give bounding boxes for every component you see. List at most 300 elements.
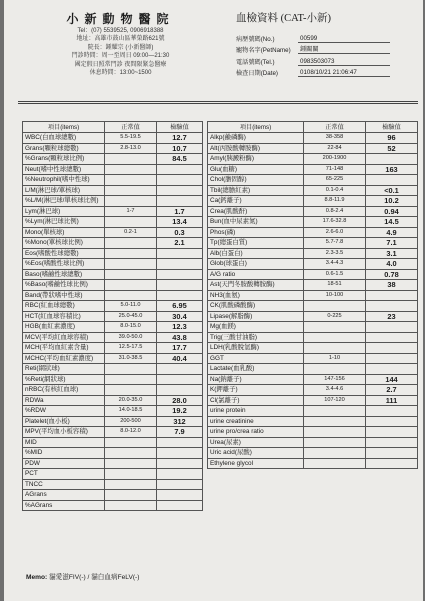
table-row (208, 458, 418, 469)
table-row (23, 353, 203, 364)
field-value: 0983503073 (298, 58, 390, 66)
item-name: Alb(白蛋白) (208, 248, 304, 259)
reference-range (105, 185, 157, 196)
table-row (23, 227, 203, 238)
table-row (23, 479, 203, 490)
table-row (208, 175, 418, 186)
table-row (208, 280, 418, 291)
item-name: MID (23, 437, 105, 448)
item-name: Trig(三酸甘油脂) (208, 332, 304, 343)
table-row (208, 227, 418, 238)
item-name: Baso(嗜鹼性球總數) (23, 269, 105, 280)
item-name: MPV(平均血小板容積) (23, 427, 105, 438)
table-row (208, 154, 418, 165)
result-value (157, 448, 203, 459)
result-value (366, 301, 418, 312)
item-name: Tp(總蛋白質) (208, 238, 304, 249)
chemistry-rows (208, 133, 418, 469)
reference-range (304, 416, 366, 427)
result-value: 4.0 (366, 259, 418, 270)
item-name: Eos(嗜酸性球總數) (23, 248, 105, 259)
item-name: nRBC(有核紅血球) (23, 385, 105, 396)
reference-range (304, 437, 366, 448)
result-value (366, 437, 418, 448)
result-value: 0.3 (157, 227, 203, 238)
table-row (23, 154, 203, 165)
col-value-header: 檢驗值 (157, 122, 203, 133)
result-value: 7.9 (157, 427, 203, 438)
table-row (208, 385, 418, 396)
item-name: urine pro/crea ratio (208, 427, 304, 438)
table-row (23, 385, 203, 396)
result-value: 96 (366, 133, 418, 144)
reference-range (105, 290, 157, 301)
result-value (157, 175, 203, 186)
reference-range (105, 248, 157, 259)
result-value: 84.5 (157, 154, 203, 165)
table-row (208, 427, 418, 438)
item-name: PCT (23, 469, 105, 480)
reference-range: 200-1900 (304, 154, 366, 165)
item-name: HGB(血紅素濃度) (23, 322, 105, 333)
reference-range: 0.2-1 (105, 227, 157, 238)
item-name: %Neutrophil(嗜中性球) (23, 175, 105, 186)
reference-range: 0.8-2.4 (304, 206, 366, 217)
table-row (208, 164, 418, 175)
table-row (23, 217, 203, 228)
result-value (157, 490, 203, 501)
item-name: GGT (208, 353, 304, 364)
field-label: 電話號碼(Tel.) (236, 58, 275, 66)
reference-range (105, 448, 157, 459)
table-row (23, 206, 203, 217)
reference-range: 3.4-4.3 (304, 259, 366, 270)
item-name: PDW (23, 458, 105, 469)
col-item-header: 項目(items) (208, 122, 304, 133)
table-row (23, 248, 203, 259)
item-name: %AGrans (23, 500, 105, 511)
reference-range (105, 500, 157, 511)
reference-range (304, 448, 366, 459)
reference-range (105, 175, 157, 186)
table-header-row (208, 122, 418, 133)
item-name: CK(肌酸磷酸酶) (208, 301, 304, 312)
table-row (208, 238, 418, 249)
result-value (157, 280, 203, 291)
result-value (157, 500, 203, 511)
item-name: RDWa (23, 395, 105, 406)
table-row (208, 322, 418, 333)
table-row (23, 395, 203, 406)
field-label: 寵物名字(PetName) (236, 47, 291, 54)
table-row (208, 364, 418, 375)
reference-range: 200-500 (105, 416, 157, 427)
result-value (157, 437, 203, 448)
item-name: K(鉀離子) (208, 385, 304, 396)
reference-range (105, 238, 157, 249)
result-value (366, 175, 418, 186)
result-value: 1.7 (157, 206, 203, 217)
table-row (23, 269, 203, 280)
field-label: 檢查日期(Date) (236, 70, 278, 77)
result-value (366, 322, 418, 333)
result-value: 6.95 (157, 301, 203, 312)
reference-range (304, 322, 366, 333)
field-value: 鍾關關 (298, 44, 390, 54)
table-row (208, 290, 418, 301)
result-value (157, 259, 203, 270)
item-name: urine creatinine (208, 416, 304, 427)
table-row (23, 427, 203, 438)
item-name: Ethylene glycol (208, 458, 304, 469)
item-name: NH3(血氨) (208, 290, 304, 301)
record-title: 血檢資料 (CAT-小新) (236, 13, 331, 24)
reference-range: 2.6-6.0 (304, 227, 366, 238)
item-name: Lipase(解脂酶) (208, 311, 304, 322)
table-row (23, 448, 203, 459)
reference-range: 3.4-4.6 (304, 385, 366, 396)
item-name: Amyl(胰澱粉酶) (208, 154, 304, 165)
item-name: AGrans (23, 490, 105, 501)
result-value (157, 269, 203, 280)
table-row (23, 322, 203, 333)
reference-range (105, 364, 157, 375)
item-name: A/G ratio (208, 269, 304, 280)
memo-label: Memo: (26, 574, 48, 581)
reference-range: 65-225 (304, 175, 366, 186)
table-row (208, 185, 418, 196)
reference-range: 2.3-3.5 (304, 248, 366, 259)
clinic-phone: Tel：(07) 5539525, 0906918388 (77, 28, 164, 34)
result-value (157, 479, 203, 490)
result-value: 12.7 (157, 133, 203, 144)
item-name: TNCC (23, 479, 105, 490)
reference-range (105, 280, 157, 291)
table-row (23, 343, 203, 354)
table-row (23, 500, 203, 511)
reference-range (105, 469, 157, 480)
result-value: 2.1 (157, 238, 203, 249)
table-row (208, 269, 418, 280)
item-name: Bun(血中尿素氮) (208, 217, 304, 228)
clinic-doctor: 院長：鍾耀宗 (小新醫師) (87, 44, 154, 51)
result-value: 0.94 (366, 206, 418, 217)
table-row (208, 437, 418, 448)
result-value: <0.1 (366, 185, 418, 196)
table-row (23, 406, 203, 417)
result-value: 163 (366, 164, 418, 175)
reference-range: 5.5-19.5 (105, 133, 157, 144)
item-name: Na(鈉離子) (208, 374, 304, 385)
reference-range (105, 196, 157, 207)
reference-range: 17.6-32.8 (304, 217, 366, 228)
reference-range (304, 364, 366, 375)
result-value (366, 353, 418, 364)
reference-range (105, 259, 157, 270)
result-value (157, 374, 203, 385)
col-ref-header: 正常值 (304, 122, 366, 133)
reference-range: 8.8-11.9 (304, 196, 366, 207)
reference-range (304, 406, 366, 417)
result-value: 40.4 (157, 353, 203, 364)
reference-range (105, 164, 157, 175)
item-name: Cl(氯離子) (208, 395, 304, 406)
item-name: Alkp(鹼磷酶) (208, 133, 304, 144)
item-name: Lactate(血乳酸) (208, 364, 304, 375)
reference-range: 107-120 (304, 395, 366, 406)
result-value (157, 469, 203, 480)
table-row (208, 133, 418, 144)
result-value (366, 290, 418, 301)
result-value (157, 458, 203, 469)
table-row (23, 290, 203, 301)
reference-range: 71-148 (304, 164, 366, 175)
reference-range: 38-358 (304, 133, 366, 144)
clinic-notice: 國定假日照常門診 夜間限緊急醫療 (74, 61, 167, 68)
table-row (208, 406, 418, 417)
result-value: 17.7 (157, 343, 203, 354)
item-name: %Mono(單核球比例) (23, 238, 105, 249)
reference-range (304, 332, 366, 343)
col-value-header: 檢驗值 (366, 122, 418, 133)
reference-range (105, 374, 157, 385)
item-name: Reti(網狀球) (23, 364, 105, 375)
item-name: Band(帶狀嗜中性球) (23, 290, 105, 301)
reference-range: 0-225 (304, 311, 366, 322)
reference-range (105, 479, 157, 490)
reference-range: 14.0-18.5 (105, 406, 157, 417)
result-value: 52 (366, 143, 418, 154)
reference-range (304, 427, 366, 438)
reference-range: 147-156 (304, 374, 366, 385)
item-name: MCH(平均血紅素含量) (23, 343, 105, 354)
result-value (157, 290, 203, 301)
result-value (366, 343, 418, 354)
item-name: Crea(肌酸酐) (208, 206, 304, 217)
result-value: 10.7 (157, 143, 203, 154)
result-value: 38 (366, 280, 418, 291)
table-row (23, 374, 203, 385)
table-row (23, 259, 203, 270)
item-name: %L/M(淋巴球/單核球比例) (23, 196, 105, 207)
item-name: Neut(嗜中性球總數) (23, 164, 105, 175)
result-value: 111 (366, 395, 418, 406)
item-name: Uric acid(尿酸) (208, 448, 304, 459)
reference-range: 18-51 (304, 280, 366, 291)
item-name: Urea(尿素) (208, 437, 304, 448)
result-value (366, 448, 418, 459)
result-value: 3.1 (366, 248, 418, 259)
reference-range: 2.8-13.0 (105, 143, 157, 154)
item-name: Mono(單核球) (23, 227, 105, 238)
reference-range (304, 301, 366, 312)
reference-range (105, 154, 157, 165)
col-item-header: 項目(items) (23, 122, 105, 133)
clinic-header (38, 10, 203, 77)
result-value: 2.7 (366, 385, 418, 396)
clinic-hours: 門診時間：周一至周日 09:00—21:30 (71, 53, 170, 60)
item-name: Tbil(總膽紅素) (208, 185, 304, 196)
item-name: Mg(血鎂) (208, 322, 304, 333)
clinic-name: 小新動物醫院 (66, 12, 175, 26)
reference-range: 12.5-17.5 (105, 343, 157, 354)
table-row (208, 448, 418, 459)
reference-range: 0.6-1.5 (304, 269, 366, 280)
result-value (157, 248, 203, 259)
item-name: Glu(血糖) (208, 164, 304, 175)
result-value: 19.2 (157, 406, 203, 417)
item-name: MCHC(平均血紅素濃度) (23, 353, 105, 364)
reference-range: 1-7 (105, 206, 157, 217)
reference-range: 8.0-12.0 (105, 427, 157, 438)
table-row (23, 133, 203, 144)
table-row (208, 416, 418, 427)
item-name: %Grans(顆粒球比例) (23, 154, 105, 165)
result-value: 4.9 (366, 227, 418, 238)
result-value (157, 385, 203, 396)
table-row (23, 332, 203, 343)
reference-range (304, 343, 366, 354)
table-row (23, 458, 203, 469)
reference-range: 22-84 (304, 143, 366, 154)
item-name: Ca(鈣離子) (208, 196, 304, 207)
result-value (366, 416, 418, 427)
col-ref-header: 正常值 (105, 122, 157, 133)
result-value (366, 458, 418, 469)
reference-range: 5.0-11.0 (105, 301, 157, 312)
item-name: L/M(淋巴球/單核球) (23, 185, 105, 196)
table-row (23, 175, 203, 186)
result-value: 10.2 (366, 196, 418, 207)
result-value (366, 406, 418, 417)
reference-range: 1-10 (304, 353, 366, 364)
clinic-rest-time: 休息時間：13:00~1500 (89, 70, 152, 77)
hematology-rows (23, 133, 203, 511)
table-row (23, 416, 203, 427)
item-name: WBC(白血球總數) (23, 133, 105, 144)
item-name: MCV(平均紅血球容積) (23, 332, 105, 343)
record-header (236, 10, 418, 77)
item-name: %Lym(淋巴球比例) (23, 217, 105, 228)
table-row (208, 259, 418, 270)
table-row (208, 374, 418, 385)
table-header-row (23, 122, 203, 133)
field-label: 病歷號碼(No.) (236, 35, 275, 43)
result-value: 28.0 (157, 395, 203, 406)
table-row (23, 490, 203, 501)
reference-range: 25.0-45.0 (105, 311, 157, 322)
result-value: 7.1 (366, 238, 418, 249)
result-value: 0.78 (366, 269, 418, 280)
item-name: RBC(紅血球總數) (23, 301, 105, 312)
item-name: %Baso(嗜鹼性球比例) (23, 280, 105, 291)
result-value: 13.4 (157, 217, 203, 228)
reference-range: 0.1-0.4 (304, 185, 366, 196)
result-value (157, 164, 203, 175)
table-row (23, 469, 203, 480)
table-row (208, 217, 418, 228)
memo-text: 貓愛滋FIV(-) / 貓白血病FeLV(-) (49, 574, 140, 581)
reference-range (105, 269, 157, 280)
record-field-tel (236, 54, 418, 66)
table-row (208, 143, 418, 154)
reference-range (105, 217, 157, 228)
result-value: 14.5 (366, 217, 418, 228)
lab-report-sheet (4, 0, 423, 601)
field-value: 00599 (298, 35, 390, 43)
table-row (23, 301, 203, 312)
table-row (23, 196, 203, 207)
clinic-address: 地址：高雄市鼓山區華榮路621號 (76, 36, 165, 43)
result-value (366, 427, 418, 438)
table-row (23, 238, 203, 249)
item-name: Grans(顆粒球總數) (23, 143, 105, 154)
reference-range: 5.7-7.8 (304, 238, 366, 249)
item-name: Glob(球蛋白) (208, 259, 304, 270)
item-name: Ast(天門冬胺酸轉胺酶) (208, 280, 304, 291)
record-field-date (236, 66, 418, 78)
table-row (208, 343, 418, 354)
item-name: Platelet(血小板) (23, 416, 105, 427)
item-name: LDH(乳酸脫氫酶) (208, 343, 304, 354)
table-row (23, 437, 203, 448)
result-value (366, 332, 418, 343)
item-name: %MID (23, 448, 105, 459)
table-row (208, 311, 418, 322)
reference-range (105, 458, 157, 469)
item-name: Chol(膽固醇) (208, 175, 304, 186)
memo (26, 571, 139, 581)
result-value (157, 196, 203, 207)
table-row (208, 196, 418, 207)
table-row (23, 143, 203, 154)
item-name: Lym(淋巴球) (23, 206, 105, 217)
table-row (23, 185, 203, 196)
reference-range (105, 437, 157, 448)
result-value: 30.4 (157, 311, 203, 322)
divider (18, 101, 418, 102)
item-name: %RDW (23, 406, 105, 417)
item-name: HCT(紅血球容積比) (23, 311, 105, 322)
item-name: Phos(磷) (208, 227, 304, 238)
result-value (157, 364, 203, 375)
table-row (208, 353, 418, 364)
result-value (366, 364, 418, 375)
table-row (208, 301, 418, 312)
result-value: 23 (366, 311, 418, 322)
divider (18, 103, 418, 104)
hematology-table (22, 121, 203, 511)
record-field-petname (236, 43, 418, 55)
table-row (23, 364, 203, 375)
reference-range: 31.0-38.5 (105, 353, 157, 364)
table-row (208, 248, 418, 259)
reference-range (105, 385, 157, 396)
result-value (157, 185, 203, 196)
reference-range (105, 490, 157, 501)
reference-range: 10-100 (304, 290, 366, 301)
result-value: 43.8 (157, 332, 203, 343)
result-value: 312 (157, 416, 203, 427)
item-name: %Reti(網狀球) (23, 374, 105, 385)
reference-range: 8.0-15.0 (105, 322, 157, 333)
table-row (208, 395, 418, 406)
record-field-no (236, 31, 418, 43)
table-row (208, 206, 418, 217)
item-name: %Eos(嗜酸性球比例) (23, 259, 105, 270)
table-row (23, 280, 203, 291)
reference-range: 39.0-50.0 (105, 332, 157, 343)
